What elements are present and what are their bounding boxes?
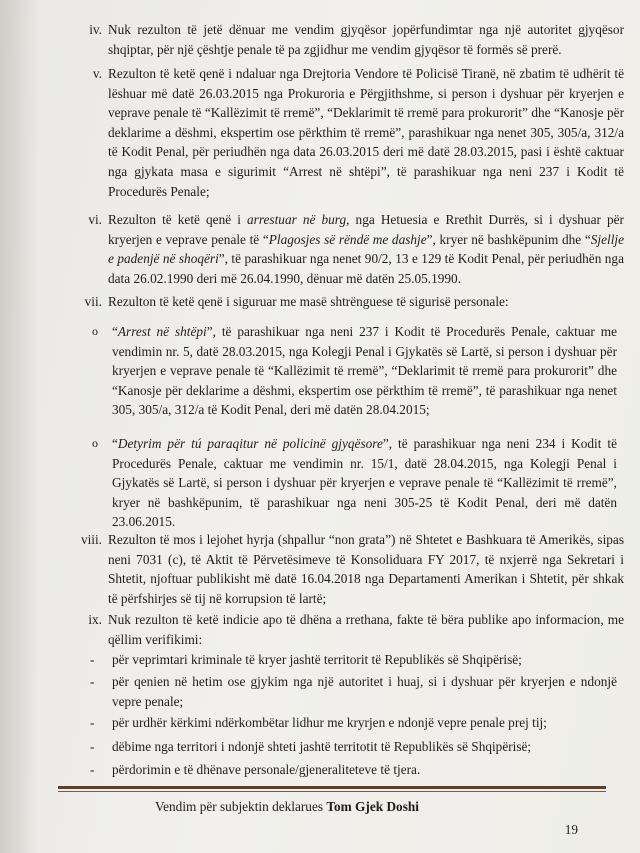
check-item [90, 672, 617, 711]
dash-bullet-icon: - [90, 762, 95, 777]
dash-bullet-icon: - [90, 715, 95, 730]
check-text: për veprimtari kriminale të kryer jashtë territorit të Republikës së Shqipërisë; [112, 652, 522, 667]
item-text [108, 210, 624, 288]
text-run: , nga Hetuesia e Rrethit Durrës, si i dyshuar për kryerjen e veprave penale të “ [108, 212, 624, 247]
dash-bullet-icon: - [90, 674, 95, 689]
measure-arrest: o “Arrest në shtëpi”, të parashikuar nga neni 237 i Kodit të Procedurës Penale, caktuar me vendimin nr. 5, datë 28.03.2015, nga Kolegji Penal i Gjykatës së Lartë, si person i dyshuar për kryerjen e veprave penale të “Kallëzimit të rremë”, “Deklarimit të rremë para prokurorit” dhe “Kanosje për deklarime a dëshmi, ekspertim ose përkthim të rremë”, të parashikuar nga nenet 305, 305/a, 312/a të Kodit Penal, deri më datën 28.04.2015; [92, 324, 617, 418]
text-run: Rezulton të ketë qenë i [108, 212, 248, 227]
check-text: për urdhër kërkimi ndërkombëtar lidhur me kryrjen e ndonjë vepre penale prej tij; [112, 715, 547, 730]
item-text: Nuk rezulton të jetë dënuar me vendim gjyqësor jopërfundimtar nga një autoritet gjyqësor shqiptar, për një çështje penale të pa zgjidhur me vendim gjyqësor të formës së prerë. [108, 22, 624, 57]
item-ix [62, 610, 624, 649]
circle-bullet-icon: o [92, 324, 98, 338]
check-text: përdorimin e të dhënave personale/gjeneraliteteve të tjera. [112, 762, 421, 777]
item-vii [62, 292, 624, 312]
check-text: dëbime nga territori i ndonjë shteti jashtë territotit të Republikës së Shqipërisë; [112, 739, 532, 754]
check-item [90, 650, 617, 670]
item-text: Nuk rezulton të ketë indicie apo të dhëna a rrethana, fakte të bëra publike apo informacion, me qëllim verifikimi: [108, 612, 624, 647]
measure-obligation: o “Detyrim për tú paraqitur në policinë gjyqësore”, të parashikuar nga neni 234 i Kodit të Procedurës Penale, caktuar me vendimin nr. 15/1, datë 28.04.2015, nga Kolegji Penal i Gjykatës së Lartë, si person i dyshuar për kryerjen e veprave penale të “Kallëzimit të rremë”, kryer në bashkëpunim, të parashikuar nga neni 305-25 të Kodit Penal, deri më datën 23.06.2015. [92, 436, 617, 530]
item-number: iv. [89, 22, 102, 37]
item-number: vi. [88, 212, 102, 227]
check-text: për qenien në hetim ose gjykim nga një autoritet i huaj, si i dyshuar për kryerjen e ndonjë vepre penale; [112, 674, 617, 709]
item-text: Rezulton të ketë qenë i siguruar me masë shtrënguese të sigurisë personale: [108, 294, 509, 309]
footer-label: Vendim për subjektin deklarues [155, 799, 324, 814]
circle-bullet-icon: o [92, 436, 98, 450]
italic-run: Sjellje e padenjë në shoqëri [108, 231, 624, 267]
item-number: viii. [80, 532, 102, 547]
dash-bullet-icon: - [90, 652, 95, 667]
measure-title: Detyrim për tú paraqitur në policinë gjyqësore [117, 436, 383, 451]
dash-bullet-icon: - [90, 739, 95, 754]
item-number: v. [92, 66, 102, 81]
text-run: ”, të parashikuar nga nenet 90/2, 13 e 129 të Kodit Penal, për periudhën nga data 26.02.1990 deri më 26.04.1990, dënuar më datën 25.05.1990. [108, 251, 624, 286]
check-item [90, 760, 617, 780]
item-text: Rezulton të mos i lejohet hyrja (shpallur “non grata”) në Shtetet e Bashkuara të Amerikës, sipas neni 7031 (c), të Aktit të Përvetësimeve të Konsoliduara FY 2017, të nxjerrë nga Sekretari i Shtetit, njoftuar publikisht më datë 16.04.2018 nga Departamenti Amerikan i Shtetit, për shkak të përfshirjes së tij në korrupsion të lartë; [108, 532, 624, 606]
item-text: Rezulton të ketë qenë i ndaluar nga Drejtoria Vendore të Policisë Tiranë, në zbatim të udhërit të lëshuar më datë 26.03.2015 nga Prokuroria e Përgjithshme, si person i dyshuar për kryerjen e veprave penale të “Kallëzimit të rremë”, “Deklarimit të rremë para prokurorit” dhe “Kanosje për deklarime a dëshmi, ekspertim ose përkthim të rremë”, parashikuar nga nenet 305, 305/a, 312/a të Kodit Penal, për periudhën nga data 26.03.2015 deri më datë 28.03.2015, pasi i është caktuar nga gjykata masa e sigurimit “Arrest në shtëpi”, të parashikuar nga neni 237 i Kodit të Procedurës Penale; [108, 66, 624, 199]
footer [155, 798, 485, 816]
footer-divider [58, 786, 606, 789]
text-run: ”, kryer në bashkëpunim dhe “ [426, 231, 591, 247]
check-item [90, 713, 617, 733]
item-viii [62, 530, 624, 608]
item-number: vii. [84, 294, 102, 309]
measure-text: ”, të parashikuar nga neni 234 i Kodit të Procedurës Penale, caktuar me vendimin nr. 15/1, datë 28.04.2015, nga Kolegji Penal i Gjykatës së Lartë, si person i dyshuar për kryerjen e veprave penale të “Kallëzimit të rremë”, kryer në bashkëpunim, të parashikuar nga neni 305-25 të Kodit Penal, deri më datën 23.06.2015. [112, 436, 617, 530]
page-shadow [0, 0, 40, 853]
footer-divider-thin [58, 791, 606, 792]
item-vi [62, 210, 624, 288]
item-v [62, 64, 624, 201]
item-number: ix. [88, 612, 102, 627]
measure-text: ”, të parashikuar nga neni 237 i Kodit të Procedurës Penale, caktuar me vendimin nr. 5, datë 28.03.2015, nga Kolegji Penal i Gjykatës së Lartë, si person i dyshuar për kryerjen e veprave penale të “Kallëzimit të rremë”, “Deklarimit të rremë para prokurorit” dhe “Kanosje për deklarime a dëshmi, ekspertim ose përkthim të rremë”, të parashikuar nga nenet 305, 305/a, 312/a të Kodit Penal, deri më datën 28.04.2015; [112, 324, 617, 418]
item-iv [62, 20, 624, 59]
page-number: 19 [564, 822, 578, 837]
measure-title: Arrest në shtëpi [117, 324, 207, 339]
italic-run: Plagosjes së rëndë me dashje [268, 231, 427, 247]
footer-subject-name: Tom Gjek Doshi [326, 799, 419, 814]
check-item [90, 737, 617, 757]
italic-run: arrestuar në burg [247, 212, 347, 227]
